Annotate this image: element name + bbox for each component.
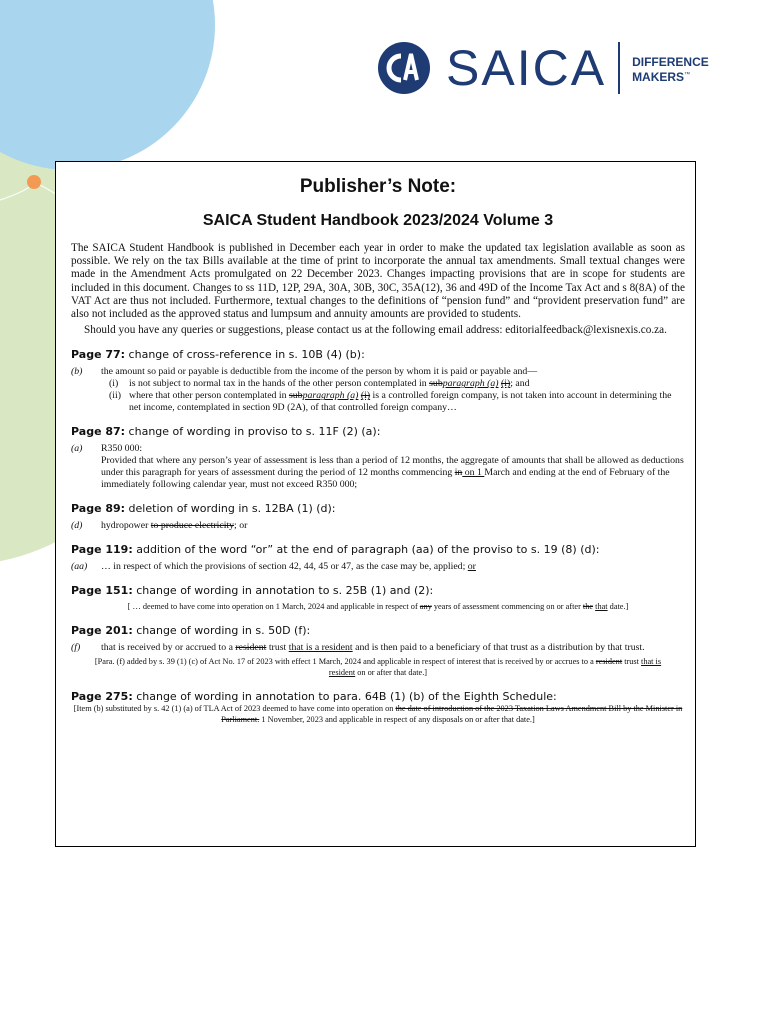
page-ref: Page 89: bbox=[71, 502, 126, 516]
section-heading-text: change of wording in s. 50D (f): bbox=[132, 624, 311, 638]
section-heading-text: deletion of wording in s. 12BA (1) (d): bbox=[125, 502, 336, 516]
page-ref: Page 201: bbox=[71, 624, 133, 638]
section-page-119-body bbox=[71, 561, 685, 573]
deleted-text: the bbox=[582, 602, 594, 612]
subpara-i bbox=[109, 378, 685, 390]
blue-circle-shape bbox=[0, 0, 215, 170]
proviso-text: Provided that where any person’s year of assessment is less than a period of 12 months, the aggregate of amounts that shall be allowed as deductions under this paragraph for years of assessment during the period of 12 months commencing in on 1 March and ending at the end of February of the immediately following calendar year, must not exceed R350 000; bbox=[101, 455, 684, 491]
deleted-text: in bbox=[454, 467, 463, 479]
section-page-151-heading bbox=[71, 584, 685, 597]
logo-tagline-line1: DIFFERENCE bbox=[632, 55, 709, 69]
saica-logo bbox=[376, 40, 709, 96]
subpara-text: where that other person contemplated in subparagraph (a) (i) is a controlled foreign company, is not taken into account in determining the net income, contemplated in section 9D (2A), of that controlled foreign company… bbox=[129, 390, 672, 414]
section-heading-text: change of wording in annotation to para. 64B (1) (b) of the Eighth Schedule: bbox=[132, 689, 557, 703]
section-page-275-heading bbox=[71, 690, 685, 703]
deleted-text: any bbox=[419, 602, 432, 612]
para-f bbox=[71, 642, 685, 654]
para-text: the amount so paid or payable is deductible from the income of the person by whom it is paid or payable and— bbox=[101, 366, 538, 378]
intro-paragraph: The SAICA Student Handbook is published in December each year in order to make the updated tax legislation available as soon as possible. We rely on the tax Bills available at the time of print to incorporate the annual tax amendments. Small textual changes were made in the Amendment Acts promulgated on 22 December 2023. Changes impacting provisions that are in scope for students are included in this document. Changes to ss 11D, 12P, 29A, 30A, 30B, 30C, 35A(12), 36 and 49D of the Income Tax Act and s 8(8A) of the VAT Act are thus not included. Furthermore, textual changes to the definitions of “pension fund” and “provident preservation fund” are also not included as the approved status and lumpsum and annuity amounts are provided to students. bbox=[71, 242, 685, 321]
deleted-text: resident bbox=[235, 642, 267, 654]
orange-dot bbox=[27, 175, 41, 189]
deleted-text: sub bbox=[288, 390, 303, 402]
deleted-text: to produce electricity bbox=[150, 520, 235, 532]
logo-wordmark: SAICA bbox=[446, 40, 607, 96]
deleted-text: sub bbox=[429, 378, 443, 390]
logo-tagline bbox=[632, 56, 709, 84]
para-text: hydropower to produce electricity; or bbox=[101, 520, 248, 532]
logo-tagline-line2: MAKERS bbox=[632, 70, 685, 84]
section-page-87-heading bbox=[71, 425, 685, 438]
para-text: R350 000: bbox=[101, 443, 143, 455]
inserted-text: that bbox=[595, 602, 608, 612]
inserted-text: paragraph (a) bbox=[442, 378, 499, 390]
page-ref: Page 151: bbox=[71, 584, 133, 598]
section-heading-text: change of wording in proviso to s. 11F (2) (a): bbox=[125, 425, 381, 439]
section-page-201-body bbox=[71, 642, 685, 654]
inserted-text: or bbox=[467, 561, 476, 573]
deleted-text: resident bbox=[595, 657, 623, 667]
subpara-text: is not subject to normal tax in the hands of the other person contemplated in subparagraph (a) (i); and bbox=[129, 378, 530, 390]
para-label: (b) bbox=[71, 366, 83, 378]
section-heading-text: change of wording in annotation to s. 25B (1) and (2): bbox=[132, 584, 434, 598]
page-title: Publisher’s Note: bbox=[299, 176, 457, 197]
inserted-text: that is resident bbox=[328, 657, 662, 678]
contact-paragraph: Should you have any queries or suggestions, please contact us at the following email address: editorialfeedback@lexisnexis.co.za. bbox=[84, 324, 667, 337]
section-page-89-body bbox=[71, 520, 685, 532]
para-b bbox=[71, 366, 685, 378]
page-subtitle: SAICA Student Handbook 2023/2024 Volume 3 bbox=[202, 212, 554, 229]
para-text: that is received by or accrued to a resident trust that is a resident and is then paid to a beneficiary of that trust as a distribution by that trust. bbox=[101, 642, 645, 654]
para-a bbox=[71, 443, 685, 455]
para-text: … in respect of which the provisions of section 42, 44, 45 or 47, as the case may be, applied; or bbox=[101, 561, 476, 573]
deleted-text: the date of introduction of the 2023 Taxation Laws Amendment Bill by the Minister in Parliament. bbox=[221, 703, 683, 724]
para-aa bbox=[71, 561, 685, 573]
section-heading-text: change of cross-reference in s. 10B (4) (b): bbox=[125, 348, 365, 362]
para-d bbox=[71, 520, 685, 532]
trademark-symbol: ™ bbox=[684, 72, 691, 78]
section-page-201-heading bbox=[71, 624, 685, 637]
page-ref: Page 87: bbox=[71, 425, 126, 439]
para-label: (f) bbox=[71, 642, 81, 654]
inserted-text: that is a resident bbox=[288, 642, 353, 654]
ca-logo-icon bbox=[376, 40, 432, 96]
inserted-text: on 1 bbox=[462, 467, 485, 479]
page-ref: Page 275: bbox=[71, 689, 133, 703]
page-ref: Page 77: bbox=[71, 348, 126, 362]
section-page-87-body bbox=[71, 443, 685, 491]
logo-divider bbox=[618, 42, 620, 94]
subpara-ii bbox=[109, 390, 685, 414]
subpara-label: (ii) bbox=[109, 390, 121, 402]
section-page-119-heading bbox=[71, 543, 685, 556]
annotation-64b: [Item (b) substituted by s. 42 (1) (a) of TLA Act of 2023 deemed to have come into operation on the date of introduction of the 2023 Taxation Laws Amendment Bill by the Minister in Parliament. 1 November, 2023 and applicable in respect of any disposals on or after that date.] bbox=[73, 703, 683, 724]
page-ref: Page 119: bbox=[71, 543, 133, 557]
section-heading-text: addition of the word “or” at the end of paragraph (aa) of the proviso to s. 19 (8) (d): bbox=[132, 543, 600, 557]
annotation-50d: [Para. (f) added by s. 39 (1) (c) of Act No. 17 of 2023 with effect 1 March, 2024 and applicable in respect of interest that is received by or accrues to a resident trust that is resident on or after that date.] bbox=[94, 657, 662, 678]
para-label: (aa) bbox=[71, 561, 88, 573]
section-page-77-body bbox=[71, 366, 685, 414]
para-label: (a) bbox=[71, 443, 83, 455]
subpara-label: (i) bbox=[109, 378, 119, 390]
publisher-note-box bbox=[55, 161, 696, 847]
section-page-77-heading bbox=[71, 348, 685, 361]
annotation-25b: [ … deemed to have come into operation on 1 March, 2024 and applicable in respect of any years of assessment commencing on or after the that date.] bbox=[127, 602, 629, 612]
para-label: (d) bbox=[71, 520, 83, 532]
section-page-89-heading bbox=[71, 502, 685, 515]
inserted-text: paragraph (a) bbox=[302, 390, 359, 402]
